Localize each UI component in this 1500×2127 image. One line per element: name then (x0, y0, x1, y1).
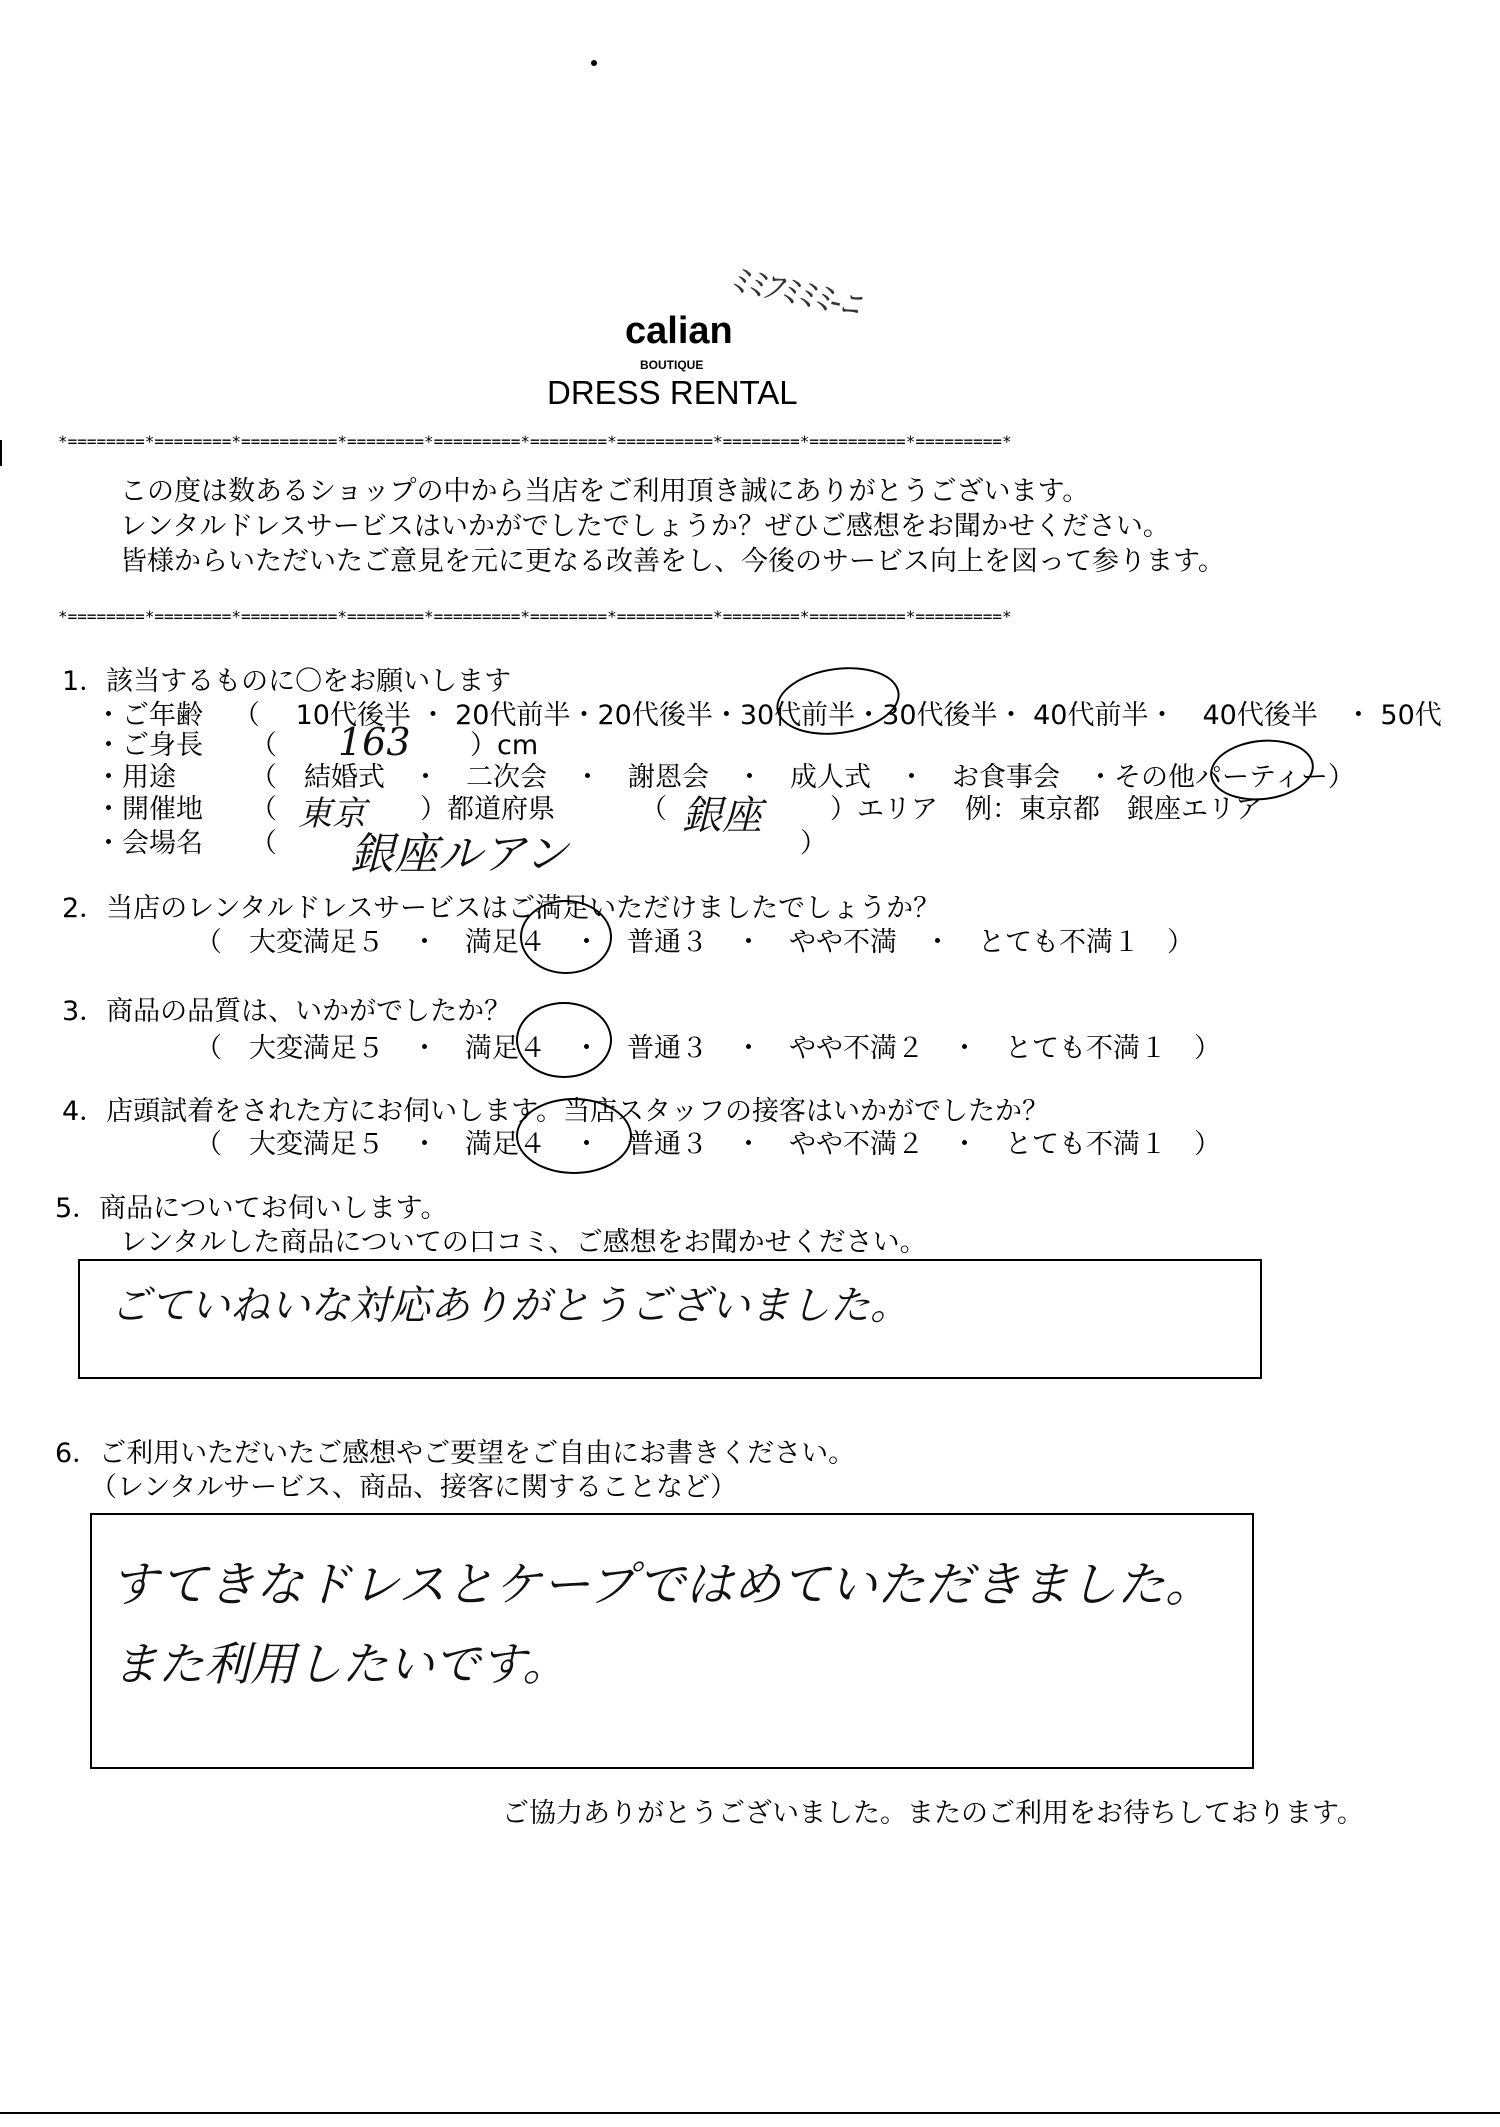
height-label: ・ご身長 (95, 730, 203, 761)
purpose-label: ・用途 (95, 762, 176, 793)
q6-subtitle: （レンタルサービス、商品、接客に関することなど） (90, 1472, 738, 1503)
age-label: ・ご年齢 (95, 700, 203, 731)
venue-prefecture-value: 東京 (298, 794, 366, 834)
footer-thanks: ご協力ありがとうございました。またのご利用をお待ちしております。 (502, 1798, 1364, 1829)
venue-open: （ (250, 794, 277, 825)
hall-open: （ (250, 828, 277, 859)
hall-label: ・会場名 (95, 828, 203, 859)
hall-close: ） (800, 828, 827, 859)
bottom-separator: *========*========*==========*========*=========*========*==========*========*==========*=========* (58, 607, 1012, 626)
q5-answer: ごていねいな対応ありがとうございました。 (110, 1283, 910, 1329)
scan-mark-top-dot (591, 60, 597, 66)
q2-selection-circle (520, 900, 612, 974)
q2-options: （ 大変満足５ ・ 満足４ ・ 普通３ ・ やや不満 ・ とても不満１ ） (195, 927, 1194, 958)
scan-edge-line-bottom (0, 2112, 1500, 2114)
q4-options: （ 大変満足５ ・ 満足４ ・ 普通３ ・ やや不満２ ・ とても不満１ ） (195, 1129, 1221, 1160)
venue-area-suffix: ）エリア 例：東京都 銀座エリア (830, 794, 1262, 825)
top-separator: *========*========*==========*========*=========*========*==========*========*==========*=========* (58, 432, 1012, 451)
q4-title: 4．店頭試着をされた方にお伺いします。当店スタッフの接客はいかがでしたか？ (62, 1096, 1050, 1127)
logo: calian (625, 310, 733, 352)
scan-edge-line-left (0, 440, 2, 466)
intro-line-3: 皆様からいただいたご意見を元に更なる改善をし、今後のサービス向上を図って参ります。 (120, 546, 1225, 577)
q1-title: 1．該当するものに〇をお願いします (62, 666, 512, 697)
header-scribble: ﾐﾐﾌﾐﾐﾐ-ﾆ (726, 259, 863, 327)
q3-options: （ 大変満足５ ・ 満足４ ・ 普通３ ・ やや不満２ ・ とても不満１ ） (195, 1033, 1221, 1064)
age-options: （ 10代後半 ・ 20代前半・20代後半・30代前半・30代後半・ 40代前半・ 40代後半 ・ 50代 (233, 700, 1442, 731)
q6-answer-line-2: また利用したいです。 (112, 1637, 569, 1691)
venue-label: ・開催地 (95, 794, 203, 825)
height-unit: ）cm (470, 730, 539, 761)
purpose-options: （ 結婚式 ・ 二次会 ・ 謝恩会 ・ 成人式 ・ お食事会 ・その他パーティー） (250, 762, 1355, 793)
height-open: （ (250, 730, 277, 761)
logo-subtitle: BOUTIQUE (640, 358, 704, 372)
q5-title: 5．商品についてお伺いします。 (55, 1193, 448, 1224)
q5-subtitle: レンタルした商品についての口コミ、ご感想をお聞かせください。 (120, 1227, 927, 1258)
document-title: DRESS RENTAL (547, 374, 798, 411)
venue-prefecture-suffix: ）都道府県 (420, 794, 555, 825)
q3-selection-circle (516, 1002, 612, 1078)
q4-selection-circle (516, 1098, 632, 1174)
q6-title: 6．ご利用いただいたご感想やご要望をご自由にお書きください。 (55, 1438, 856, 1469)
height-value: 163 (338, 720, 411, 764)
venue-area-value: 銀座 (682, 793, 762, 839)
q6-answer-line-1: すてきなドレスとケープではめていただきました。 (110, 1557, 1214, 1613)
venue-area-open: （ (640, 794, 667, 825)
hall-value: 銀座ルアン (350, 829, 569, 880)
q2-title: 2．当店のレンタルドレスサービスはご満足いただけましたでしょうか？ (62, 893, 941, 924)
intro-line-2: レンタルドレスサービスはいかがでしたでしょうか？ぜひご感想をお聞かせください。 (120, 511, 1170, 542)
q3-title: 3．商品の品質は、いかがでしたか？ (62, 996, 512, 1027)
intro-line-1: この度は数あるショップの中から当店をご利用頂き誠にありがとうございます。 (120, 476, 1090, 507)
